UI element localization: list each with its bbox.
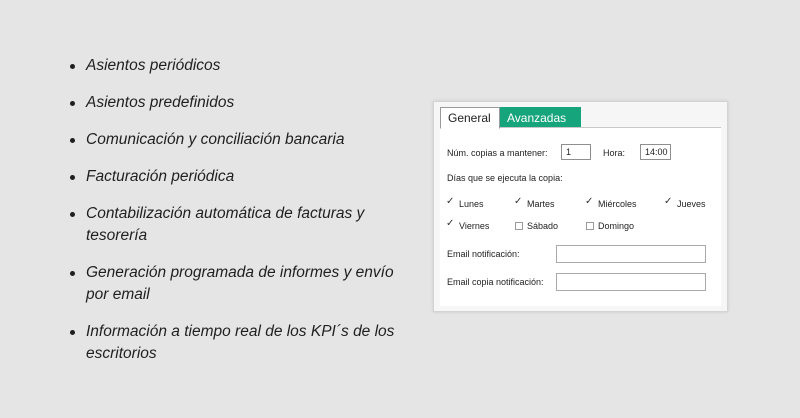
- day-label: Miércoles: [598, 199, 637, 209]
- feature-item: [68, 129, 398, 151]
- days-label: Días que se ejecuta la copia:: [447, 173, 563, 183]
- feature-text: Información a tiempo real de los KPI´s de los escritorios: [86, 323, 395, 362]
- bullet-icon: [70, 175, 75, 180]
- feature-text: Generación programada de informes y envío por email: [86, 264, 394, 303]
- email-copy-label: Email copia notificación:: [447, 277, 544, 287]
- feature-text: Comunicación y conciliación bancaria: [86, 131, 345, 148]
- checkbox-checked-icon: [586, 200, 594, 208]
- day-label: Domingo: [598, 221, 635, 231]
- bullet-icon: [70, 138, 75, 143]
- feature-item: [68, 321, 398, 365]
- bullet-icon: [70, 212, 75, 217]
- day-checkbox-martes[interactable]: [515, 199, 555, 209]
- time-input[interactable]: 14:00: [640, 144, 671, 160]
- backup-settings-panel: [433, 101, 728, 312]
- day-checkbox-miercoles[interactable]: [586, 199, 637, 209]
- email-input[interactable]: [556, 245, 706, 263]
- day-label: Jueves: [677, 199, 706, 209]
- feature-item: [68, 55, 398, 77]
- email-copy-input[interactable]: [556, 273, 706, 291]
- feature-item: [68, 166, 398, 188]
- day-checkbox-domingo[interactable]: [586, 221, 634, 231]
- feature-text: Contabilización automática de facturas y tesorería: [86, 205, 365, 244]
- copies-label: Núm. copias a mantener:: [447, 148, 548, 158]
- checkbox-unchecked-icon: [515, 222, 523, 230]
- day-label: Sábado: [527, 221, 559, 231]
- time-label: Hora:: [603, 148, 626, 158]
- feature-text: Asientos predefinidos: [86, 94, 235, 111]
- feature-text: Facturación periódica: [86, 168, 235, 185]
- day-label: Martes: [527, 199, 555, 209]
- day-label: Viernes: [459, 221, 490, 231]
- feature-text: Asientos periódicos: [86, 57, 221, 74]
- day-checkbox-sabado[interactable]: [515, 221, 558, 231]
- copies-input[interactable]: 1: [561, 144, 591, 160]
- day-checkbox-viernes[interactable]: [447, 221, 489, 231]
- email-label: Email notificación:: [447, 249, 520, 259]
- tab-general[interactable]: General: [440, 107, 500, 129]
- checkbox-checked-icon: [665, 200, 673, 208]
- checkbox-checked-icon: [447, 222, 455, 230]
- feature-item: [68, 203, 398, 247]
- bullet-icon: [70, 271, 75, 276]
- day-label: Lunes: [459, 199, 484, 209]
- checkbox-unchecked-icon: [586, 222, 594, 230]
- tab-content: [440, 127, 721, 306]
- feature-item: [68, 92, 398, 114]
- day-checkbox-lunes[interactable]: [447, 199, 484, 209]
- bullet-icon: [70, 64, 75, 69]
- bullet-icon: [70, 330, 75, 335]
- bullet-icon: [70, 101, 75, 106]
- feature-item: [68, 262, 398, 306]
- feature-list: [68, 55, 398, 380]
- day-checkbox-jueves[interactable]: [665, 199, 706, 209]
- checkbox-checked-icon: [447, 200, 455, 208]
- tab-avanzadas[interactable]: Avanzadas: [499, 107, 581, 129]
- checkbox-checked-icon: [515, 200, 523, 208]
